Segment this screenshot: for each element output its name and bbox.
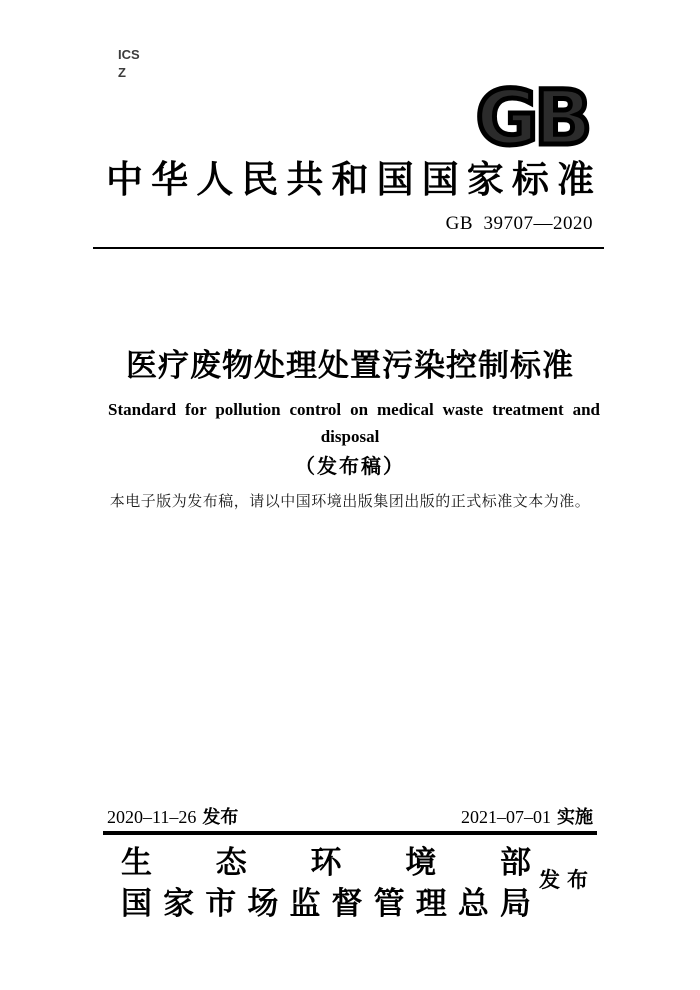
national-standard-heading: 中华人民共和国国家标准 bbox=[106, 160, 594, 201]
footer-divider bbox=[103, 831, 597, 835]
issue-date-value: 2020–11–26 bbox=[107, 807, 197, 827]
ics-code-label: ICS bbox=[118, 47, 140, 62]
implementation-date bbox=[461, 803, 593, 829]
issuing-agency-secondary: 国家市场监督管理总局 bbox=[121, 886, 531, 921]
ics-class-code: Z bbox=[118, 65, 126, 80]
standard-title-en-line1: Standard for pollution control on medical waste treatment and bbox=[108, 400, 600, 419]
issue-date bbox=[107, 803, 238, 829]
issue-date-label: 发布 bbox=[202, 807, 239, 827]
header-divider bbox=[93, 247, 604, 249]
implementation-date-value: 2021–07–01 bbox=[461, 807, 551, 827]
ics-block bbox=[118, 46, 140, 82]
standard-title-en-line2: disposal bbox=[320, 427, 380, 446]
draft-status-label: （发布稿） bbox=[295, 456, 405, 478]
issuing-agency-primary: 生态环境部 bbox=[121, 845, 531, 880]
standard-number: GB 39707—2020 bbox=[445, 213, 593, 234]
gb-logo bbox=[464, 80, 600, 154]
implementation-date-label: 实施 bbox=[557, 807, 593, 827]
publish-action-label: 发布 bbox=[539, 868, 595, 892]
date-row bbox=[107, 803, 593, 829]
standard-title-cn: 医疗废物处理处置污染控制标准 bbox=[126, 348, 574, 383]
gb-logo-text: GB bbox=[475, 80, 589, 154]
issuing-agency-block bbox=[121, 842, 531, 924]
edition-notice: 本电子版为发布稿，请以中国环境出版集团出版的正式标准文本为准。 bbox=[109, 494, 591, 510]
